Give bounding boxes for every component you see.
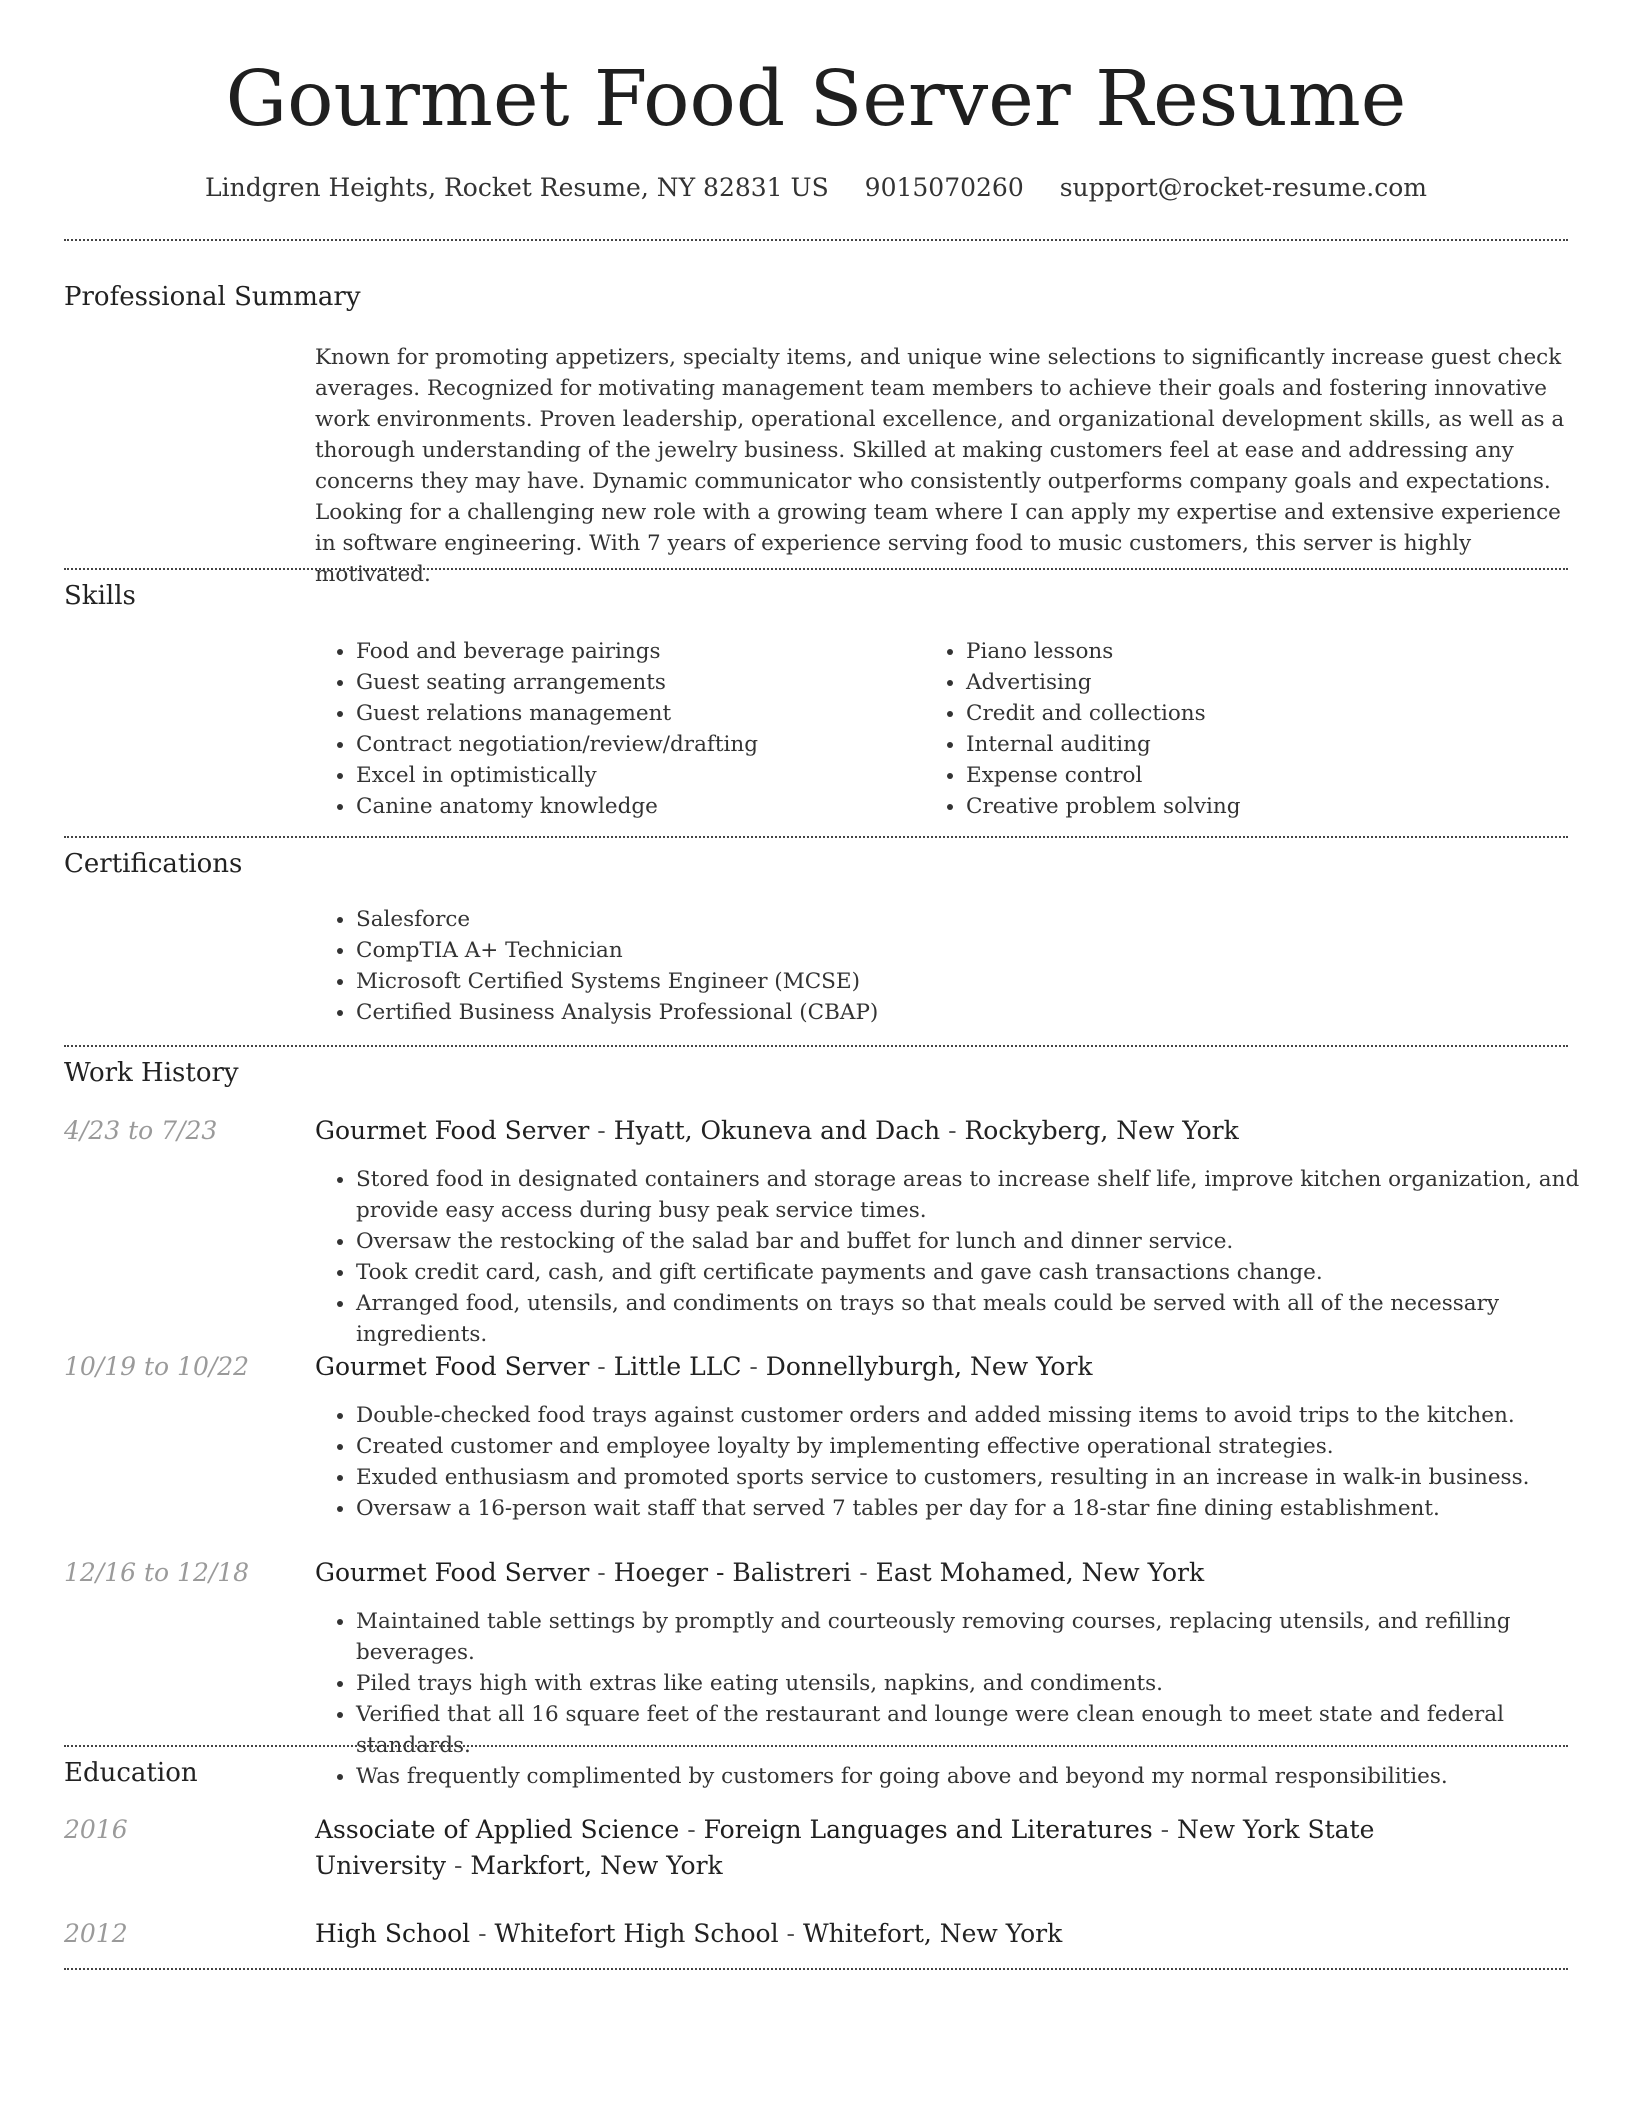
list-item: • Stored food in designated containers and storage areas to increase shelf life, improve kitchen organization, and provide easy access during busy peak service times. [356, 1164, 1612, 1226]
job-title: Gourmet Food Server [315, 1116, 590, 1145]
list-item: • Verified that all 16 square feet of the restaurant and lounge were clean enough to meet state and federal standards. [356, 1699, 1612, 1761]
list-item: • Advertising [966, 667, 1526, 698]
job-company: Little LLC [613, 1352, 742, 1381]
certifications-heading: Certifications [64, 849, 243, 879]
list-item: • Creative problem solving [966, 791, 1526, 822]
job-title: Gourmet Food Server [315, 1558, 590, 1587]
job-header: Gourmet Food Server - Little LLC - Donnellyburgh, New York [315, 1352, 1093, 1381]
section-divider [64, 1745, 1568, 1747]
list-item: • Contract negotiation/review/drafting [356, 729, 916, 760]
list-item: • Guest seating arrangements [356, 667, 916, 698]
job-dates: 4/23 to 7/23 [64, 1116, 218, 1145]
education-entry: High School - Whitefort High School - Whitefort, New York [315, 1919, 1063, 1948]
degree: Associate of Applied Science [315, 1815, 680, 1844]
list-item: • Food and beverage pairings [356, 636, 916, 667]
skills-heading: Skills [64, 581, 136, 611]
list-item: • Maintained table settings by promptly and courteously removing courses, replacing utensils, and refilling beverages. [356, 1606, 1612, 1668]
section-divider [64, 239, 1568, 241]
job-location: Rockyberg, New York [964, 1116, 1239, 1145]
list-item: • Credit and collections [966, 698, 1526, 729]
education-year: 2016 [64, 1815, 128, 1844]
job-dates: 10/19 to 10/22 [64, 1352, 250, 1381]
job-bullets [312, 1606, 1612, 1792]
section-divider [64, 1045, 1568, 1047]
job-company: Hoeger - Balistreri [613, 1558, 852, 1587]
list-item: • Piled trays high with extras like eating utensils, napkins, and condiments. [356, 1668, 1612, 1699]
skills-list-right [922, 636, 1526, 822]
list-item: • Canine anatomy knowledge [356, 791, 916, 822]
list-item: • Arranged food, utensils, and condiments on trays so that meals could be served with all of the necessary ingredients. [356, 1288, 1612, 1350]
education-year: 2012 [64, 1919, 128, 1948]
contact-phone: 9015070260 [864, 173, 1024, 202]
section-divider [64, 568, 1568, 570]
job-location: East Mohamed, New York [875, 1558, 1205, 1587]
contact-address: Lindgren Heights, Rocket Resume, NY 82831 US [205, 173, 829, 202]
job-header: Gourmet Food Server - Hyatt, Okuneva and Dach - Rockyberg, New York [315, 1116, 1239, 1145]
list-item: • Internal auditing [966, 729, 1526, 760]
list-item: • Created customer and employee loyalty by implementing effective operational strategies. [356, 1431, 1612, 1462]
certifications-list [312, 904, 1556, 1028]
list-item: • Guest relations management [356, 698, 916, 729]
list-item: • Exuded enthusiasm and promoted sports service to customers, resulting in an increase in walk-in business. [356, 1462, 1612, 1493]
section-divider [64, 1968, 1568, 1970]
section-divider [64, 836, 1568, 838]
list-item: • Salesforce [356, 904, 1556, 935]
list-item: • Expense control [966, 760, 1526, 791]
summary-heading: Professional Summary [64, 282, 361, 312]
work-heading: Work History [64, 1058, 239, 1088]
list-item: • Excel in optimistically [356, 760, 916, 791]
list-item: • Microsoft Certified Systems Engineer (MCSE) [356, 966, 1556, 997]
contact-email: support@rocket-resume.com [1059, 173, 1427, 202]
summary-text: Known for promoting appetizers, specialty items, and unique wine selections to significantly increase guest check averages. Recognized for motivating management team members to achieve their goals and fostering innovative work environments. Proven leadership, operational excellence, and organizational development skills, as well as a thorough understanding of the jewelry business. Skilled at making customers feel at ease and addressing any concerns they may have. Dynamic communicator who consistently outperforms company goals and expectations. Looking for a challenging new role with a growing team where I can apply my expertise and extensive experience in software engineering. With 7 years of experience serving food to music customers, this server is highly motivated. [315, 345, 1565, 587]
school-location: Whitefort, New York [802, 1919, 1063, 1948]
skills-list-left [312, 636, 916, 822]
resume-title: Gourmet Food Server Resume [225, 55, 1407, 144]
list-item: • Double-checked food trays against customer orders and added missing items to avoid trips to the kitchen. [356, 1400, 1612, 1431]
school: Whitefort High School [494, 1919, 779, 1948]
job-title: Gourmet Food Server [315, 1352, 590, 1381]
list-item: • Certified Business Analysis Professional (CBAP) [356, 997, 1556, 1028]
list-item: • Oversaw the restocking of the salad bar and buffet for lunch and dinner service. [356, 1226, 1612, 1257]
job-bullets [312, 1400, 1612, 1524]
job-header: Gourmet Food Server - Hoeger - Balistreri - East Mohamed, New York [315, 1558, 1205, 1587]
education-entry: Associate of Applied Science - Foreign Languages and Literatures - New York State University - Markfort, New York [315, 1815, 1375, 1880]
job-dates: 12/16 to 12/18 [64, 1558, 250, 1587]
school: New York State University [315, 1815, 1375, 1880]
education-heading: Education [64, 1758, 198, 1788]
field-of-study: Foreign Languages and Literatures [703, 1815, 1153, 1844]
contact-line [0, 170, 1632, 206]
degree: High School [315, 1919, 471, 1948]
job-company: Hyatt, Okuneva and Dach [613, 1116, 941, 1145]
list-item: • CompTIA A+ Technician [356, 935, 1556, 966]
job-location: Donnellyburgh, New York [765, 1352, 1093, 1381]
list-item: • Oversaw a 16-person wait staff that served 7 tables per day for a 18-star fine dining establishment. [356, 1493, 1612, 1524]
list-item: • Took credit card, cash, and gift certificate payments and gave cash transactions change. [356, 1257, 1612, 1288]
list-item: • Piano lessons [966, 636, 1526, 667]
list-item: • Was frequently complimented by customers for going above and beyond my normal responsibilities. [356, 1761, 1612, 1792]
school-location: Markfort, New York [470, 1851, 723, 1880]
job-bullets [312, 1164, 1612, 1350]
